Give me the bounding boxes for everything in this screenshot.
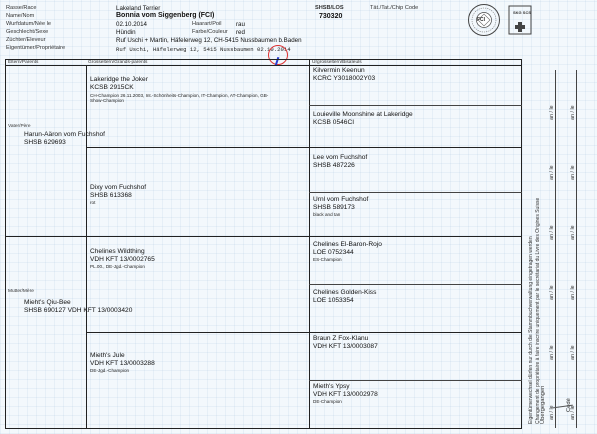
great-grandparent-name: Chelines El-Baron-Rojo <box>313 241 382 248</box>
transfer-an-le: an / le <box>570 285 576 300</box>
fci-logo-text: FCI <box>477 17 486 23</box>
transfer-an-le: an / le <box>549 225 555 240</box>
divider-ggp-3 <box>309 192 522 193</box>
column-header-great-grandparents: Urgrosseltern/Bisaïeuls <box>312 60 362 65</box>
transfer-an-le: an / le <box>549 405 555 420</box>
sire-registration: SHSB 629693 <box>24 139 66 146</box>
value-sex: Hündin <box>116 29 136 36</box>
great-grandparent-registration: VDH KFT 13/0003087 <box>313 343 378 350</box>
column-divider-grandparents <box>309 59 310 428</box>
divider-sire-dam <box>5 236 522 237</box>
great-grandparent-registration: KCRC Y3018002Y03 <box>313 75 376 82</box>
transfer-line <box>555 70 556 428</box>
label-coat: Haarart/Poil <box>192 21 222 27</box>
ownership-notice-fr: Changement de propriétaire à faire inscrire uniquement par le secrétariat du Livre des Origines Suisse <box>535 197 541 424</box>
transfer-label-fr: Cédé <box>566 398 572 412</box>
transfer-an-le: an / le <box>549 285 555 300</box>
great-grandparent-name: Urnl vom Fuchshof <box>313 196 369 203</box>
table-right-border <box>521 59 522 429</box>
divider-top <box>5 59 522 60</box>
transfer-an-le: an / le <box>549 165 555 180</box>
grandparent-name: Chelines Wildthing <box>90 248 145 255</box>
grandparent-registration: VDH KFT 13/0002765 <box>90 256 155 263</box>
label-dob: Wurfdatum/Née le <box>6 21 51 27</box>
grandparent-titles: rot <box>90 200 96 205</box>
grandparent-registration: KCSB 2915CK <box>90 84 134 91</box>
table-left-border <box>5 59 6 429</box>
great-grandparent-registration: LOE 0752344 <box>313 249 354 256</box>
divider-ggp-7 <box>309 380 522 381</box>
label-name: Name/Nom <box>6 13 35 19</box>
ownership-notice-de: Eigentümerwechsel dürfen nur durch die Stammbuchverwaltung eingetragen werden <box>528 236 534 424</box>
label-dam: Mutter/Mère <box>8 289 34 294</box>
value-shsb: 730320 <box>319 13 343 20</box>
great-grandparent-name: Mieth's Ypsy <box>313 383 350 390</box>
great-grandparent-name: Lee vom Fuchshof <box>313 154 368 161</box>
grandparent-titles: CH-Champion 26.11.2003, Int.-Schönheits-Champion, IT-Champion, AT-Champion, GB-Show-Champion <box>90 93 269 104</box>
great-grandparent-registration: KCSB 0546CI <box>313 119 355 126</box>
dam-name: Mieht's Qiu-Bee <box>24 299 71 306</box>
label-breed: Rasse/Race <box>6 5 37 11</box>
divider-grandparents-sire <box>86 147 522 148</box>
label-owner: Eigentümer/Propriétaire <box>6 45 66 51</box>
skg-logo-icon <box>507 4 533 36</box>
grandparent-name: Dixy vom Fuchshof <box>90 184 147 191</box>
transfer-an-le: an / le <box>570 225 576 240</box>
value-owner: Ruf Uschi, Häfelerweg 12, 5415 Nussbaumen 02.10.2014 <box>116 46 291 53</box>
table-bottom-border <box>5 428 522 429</box>
fci-logo-icon <box>467 3 501 37</box>
column-divider-parents <box>86 65 87 428</box>
value-coat: rau <box>236 21 245 28</box>
value-breed: Lakeland Terrier <box>116 5 161 12</box>
grandparent-titles: DE-Jgd.-Champion <box>90 368 130 373</box>
great-grandparent-name: Braun Z Fox-Klanu <box>313 335 369 342</box>
column-header-parents: Eltern/Parents <box>8 60 39 65</box>
grandparent-name: Lakeridge the Joker <box>90 76 148 83</box>
label-sex: Geschlecht/Sexe <box>6 29 49 35</box>
great-grandparent-registration: SHSB 589173 <box>313 204 355 211</box>
grandparent-registration: SHSB 613368 <box>90 192 132 199</box>
transfer-an-le: an / le <box>570 165 576 180</box>
value-color: red <box>236 29 245 36</box>
grandparent-name: Mieth's Jule <box>90 352 125 359</box>
value-breeder: Ruf Uschi + Martin, Häfelerweg 12, CH-5415 Nussbaumen b.Baden <box>116 37 302 44</box>
label-tattoo: Tät./Tat./Chip Code <box>370 5 419 11</box>
divider-header-bottom <box>5 65 522 66</box>
great-grandparent-name: Kilvermin Keenun <box>313 67 365 74</box>
sire-name: Harun-Aäron vom Fuchshof <box>24 131 105 138</box>
great-grandparent-registration: VDH KFT 13/0002978 <box>313 391 378 398</box>
value-dob: 02.10.2014 <box>116 21 147 28</box>
skg-logo-text: SKG SCS <box>513 10 532 15</box>
transfer-an-le: an / le <box>570 405 576 420</box>
transfer-an-le: an / le <box>549 105 555 120</box>
divider-ggp-5 <box>309 284 522 285</box>
grandparent-registration: VDH KFT 13/0003288 <box>90 360 155 367</box>
transfer-an-le: an / le <box>549 345 555 360</box>
great-grandparent-name: Chelines Golden-Kiss <box>313 289 377 296</box>
great-grandparent-titles: black and tan <box>313 212 341 217</box>
divider-grandparents-dam <box>86 332 522 333</box>
transfer-line <box>576 70 577 428</box>
great-grandparent-titles: DE-Champion <box>313 399 342 404</box>
value-name: Bonnia vom Siggenberg (FCI) <box>116 12 215 19</box>
grandparent-titles: PL.00., DE-Jgd.-Champion <box>90 264 145 269</box>
column-header-grandparents: Grosseltern/Grands-parents <box>88 60 148 65</box>
great-grandparent-name: Louieville Moonshine at Lakeridge <box>313 111 413 118</box>
great-grandparent-titles: ES-Champion <box>313 257 342 262</box>
stamp-circle <box>268 45 288 65</box>
label-shsb: SHSB/LOS <box>315 5 344 11</box>
transfer-an-le: an / le <box>570 105 576 120</box>
transfer-an-le: an / le <box>570 345 576 360</box>
label-breeder: Züchter/Eleveur <box>6 37 46 43</box>
dam-registration: SHSB 690127 VDH KFT 13/0003420 <box>24 307 133 314</box>
great-grandparent-registration: SHSB 487226 <box>313 162 355 169</box>
divider-ggp-1 <box>309 105 522 106</box>
transfer-label-de: Übergegangen <box>540 385 546 424</box>
great-grandparent-registration: LOE 1053354 <box>313 297 354 304</box>
label-sire: Vater/Père <box>8 124 31 129</box>
label-color: Farbe/Couleur <box>192 29 228 35</box>
